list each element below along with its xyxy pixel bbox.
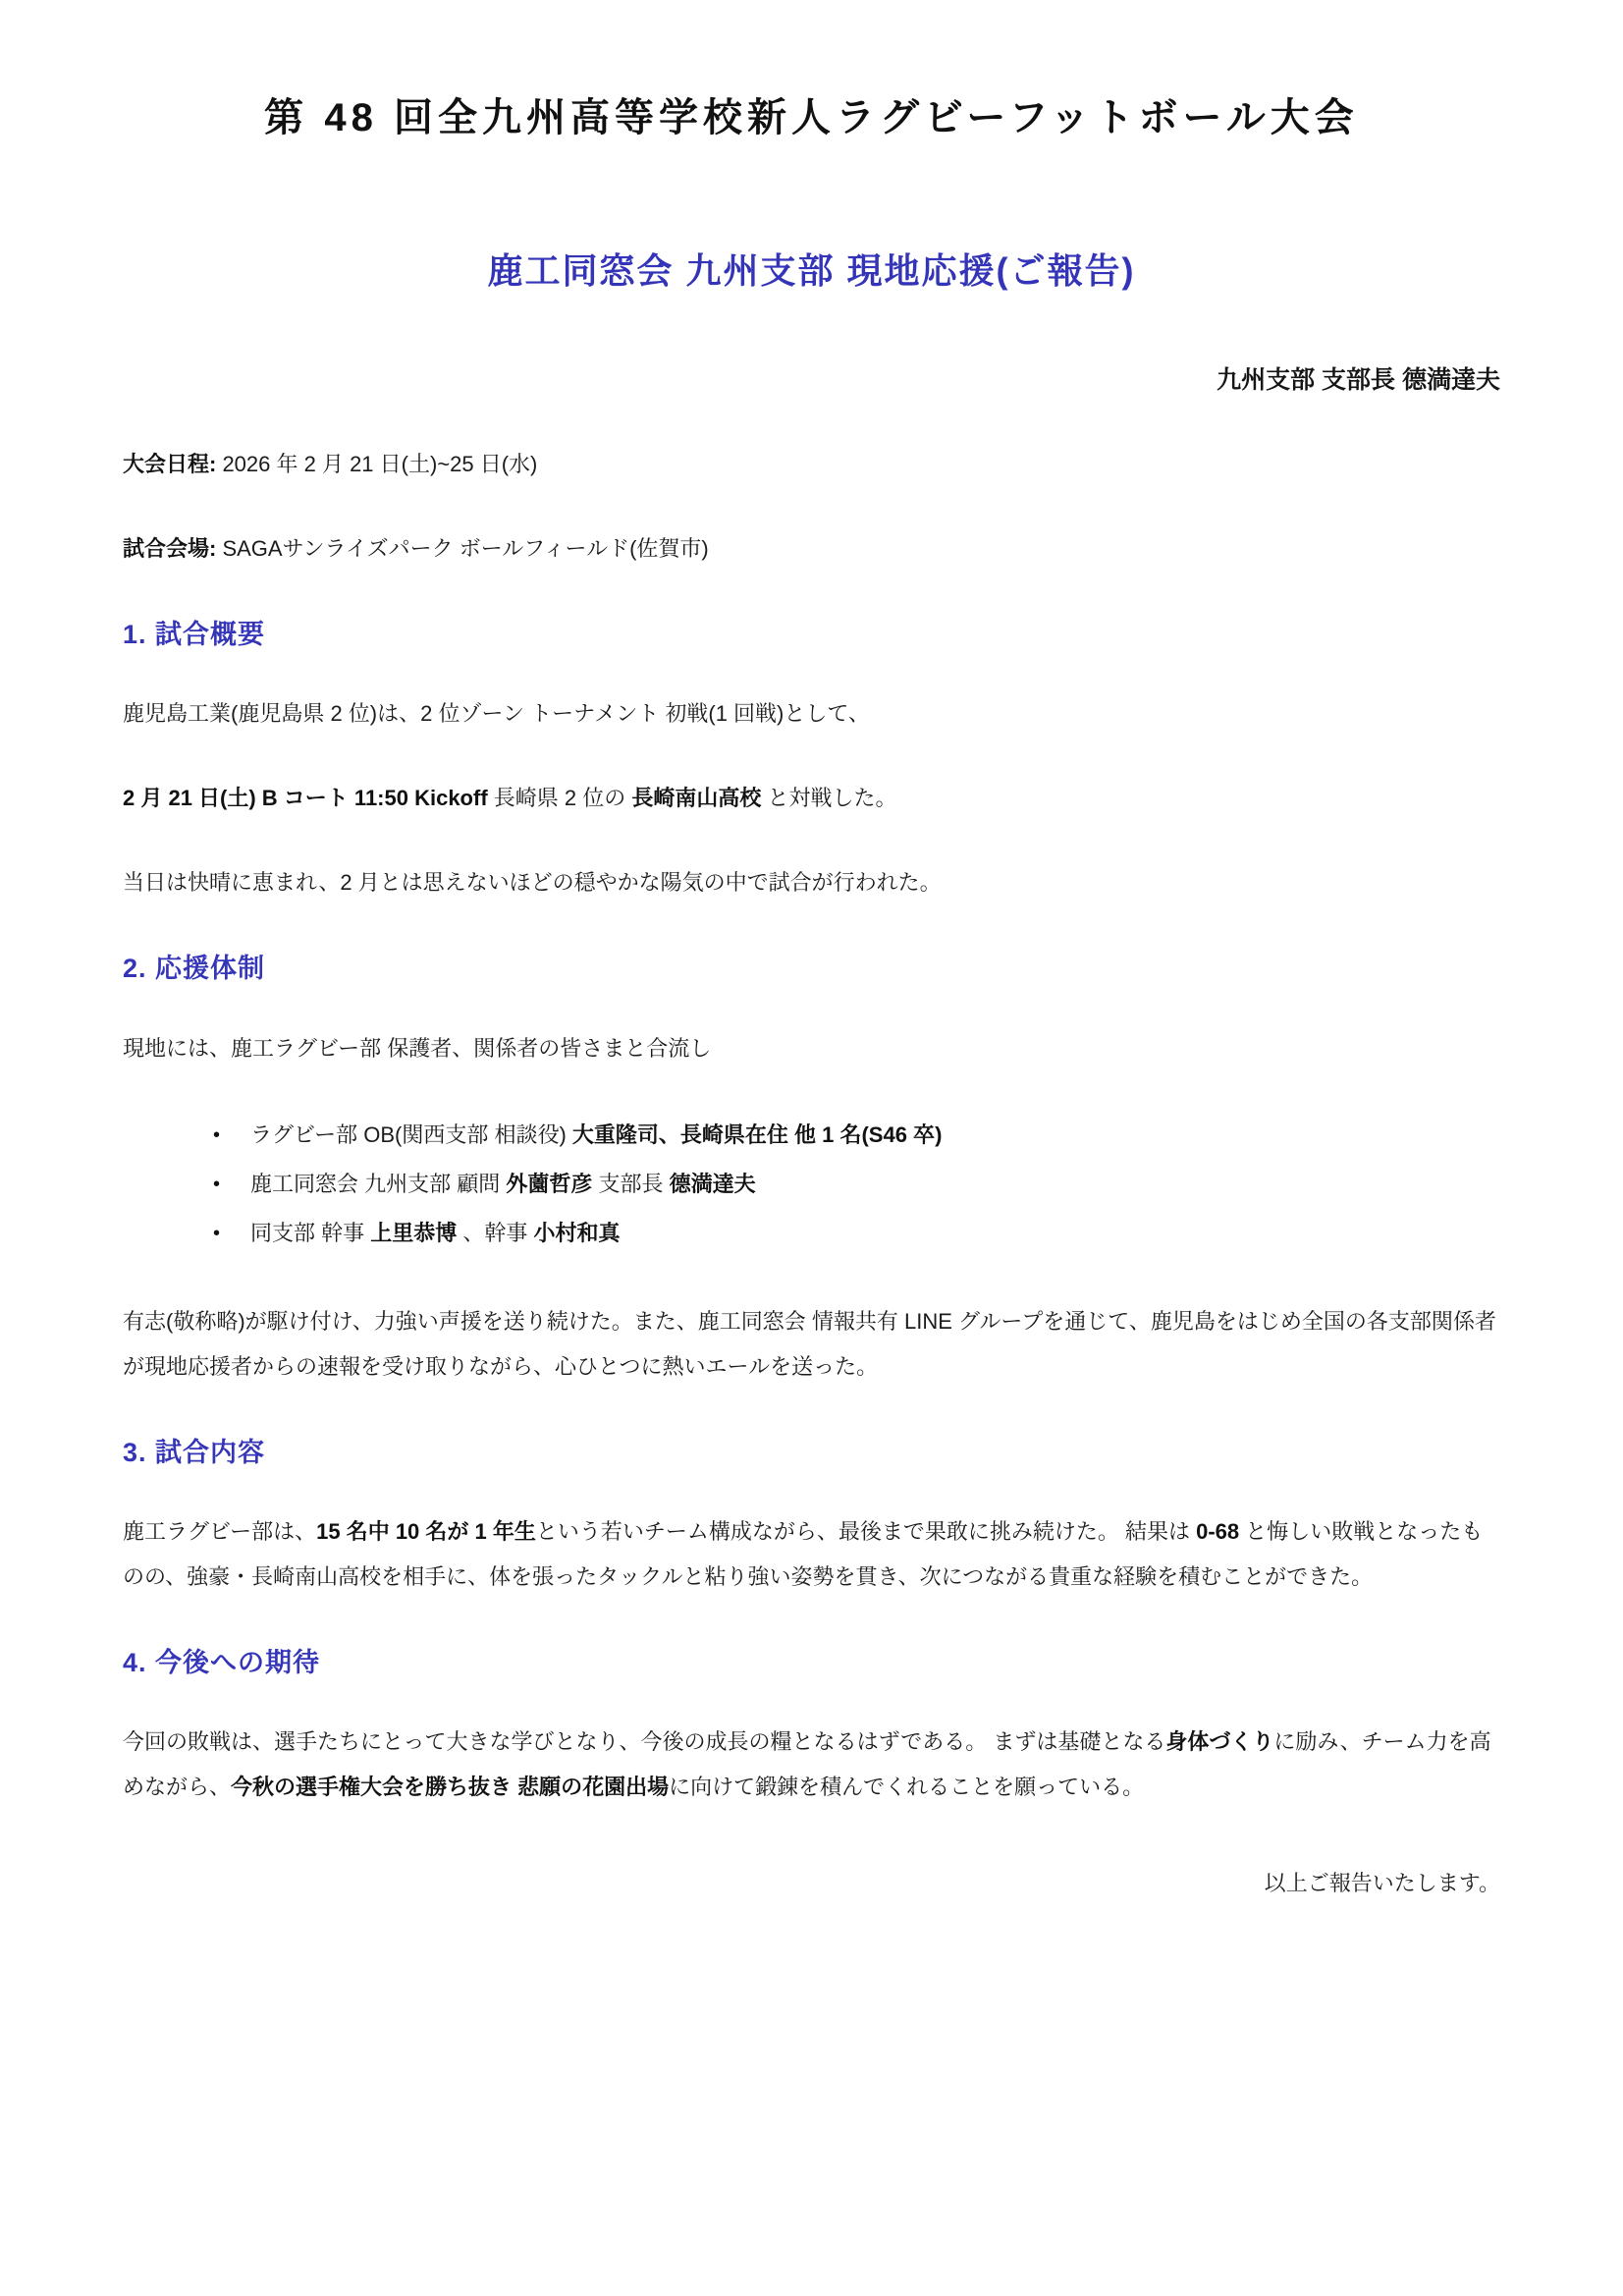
section-heading: 2. 応援体制 [123,954,266,984]
list-item [123,1111,1500,1160]
list-item [123,1209,1500,1258]
bold-text-run: 大会日程: [123,451,217,476]
bold-text-run: 上里恭博 [370,1220,458,1245]
document-title: 第 48 回全九州高等学校新人ラグビーフットボール大会 [264,96,1359,139]
text-run: 現地には、鹿工ラグビー部 保護者、関係者の皆さまと合流し [123,1035,712,1061]
bold-text-run: 2 月 21 日(土) B コート 11:50 Kickoff [123,786,488,811]
text-run: に励み、チーム力を高めながら、 [123,1729,1491,1800]
bullet-list [123,1111,1500,1258]
text-run: 支部長 [592,1171,670,1196]
text-run: 有志(敬称略)が駆け付け、力強い声援を送り続けた。また、鹿工同窓会 情報共有 LINE グループを通じて、鹿児島をはじめ全国の各支部関係者が現地応援者からの速報を受け取りながら、心ひとつに熱いエールを送った。 [123,1308,1496,1379]
closing-line: 以上ご報告いたします。 [1264,1871,1500,1896]
bold-text-run: 外薗哲彦 [506,1171,593,1196]
bold-text-run: 今秋の選手権大会を勝ち抜き 悲願の花園出場 [231,1775,670,1800]
bold-text-run: 0-68 [1196,1519,1240,1544]
paragraph [123,1509,1500,1600]
text-run: SAGAサンライズパーク ボールフィールド(佐賀市) [216,535,709,561]
text-run: 鹿工ラグビー部は、 [123,1519,317,1544]
author-line: 九州支部 支部長 德満達夫 [1217,366,1500,395]
bold-text-run: 試合会場: [123,535,217,561]
bold-text-run: 小村和真 [533,1220,621,1245]
bold-text-run: 德満達夫 [669,1171,756,1196]
bold-text-run: 長崎南山高校 [631,786,762,811]
text-run: 今回の敗戦は、選手たちにとって大きな学びとなり、今後の成長の糧となるはずである。 まずは基礎となる [123,1729,1166,1755]
text-run: 同支部 幹事 [250,1220,371,1245]
text-run: という若いチーム構成ながら、最後まで果敢に挑み続けた。 結果は [535,1519,1197,1544]
text-run: 鹿工同窓会 九州支部 顧問 [250,1171,507,1196]
list-item [123,1160,1500,1209]
section-heading: 3. 試合内容 [123,1437,266,1467]
text-run: に向けて鍛錬を積んでくれることを願っている。 [669,1775,1145,1800]
bold-text-run: 大重隆司、長崎県在住 他 1 名(S46 卒) [571,1121,943,1147]
paragraph [123,691,1500,737]
paragraph [123,1720,1500,1810]
section-heading: 4. 今後への期待 [123,1648,321,1677]
paragraph [123,526,1500,572]
text-run: と対戦した。 [761,786,897,811]
text-run: と悔しい敗戦となったものの、強豪・長崎南山高校を相手に、体を張ったタックルと粘り強い姿勢を貫き、次につながる貴重な経験を積むことができた。 [123,1519,1484,1589]
bold-text-run: 身体づくり [1165,1729,1274,1755]
text-run: 、幹事 [457,1220,534,1245]
text-run: ラグビー部 OB(関西支部 相談役) [250,1121,572,1147]
text-run: 長崎県 2 位の [487,786,632,811]
document-blocks [123,442,1500,1907]
paragraph [123,1299,1500,1390]
paragraph [123,860,1500,905]
paragraph [123,442,1500,487]
bold-text-run: 15 名中 10 名が 1 年生 [316,1519,536,1544]
document-subtitle: 鹿工同窓会 九州支部 現地応援(ご報告) [487,250,1136,291]
text-run: 鹿児島工業(鹿児島県 2 位)は、2 位ゾーン トーナメント 初戦(1 回戦)として、 [123,701,870,727]
paragraph [123,776,1500,821]
text-run: 当日は快晴に恵まれ、2 月とは思えないほどの穏やかな陽気の中で試合が行われた。 [123,870,942,896]
section-heading: 1. 試合概要 [123,619,266,649]
paragraph [123,1026,1500,1071]
text-run: 2026 年 2 月 21 日(土)~25 日(水) [216,451,538,476]
